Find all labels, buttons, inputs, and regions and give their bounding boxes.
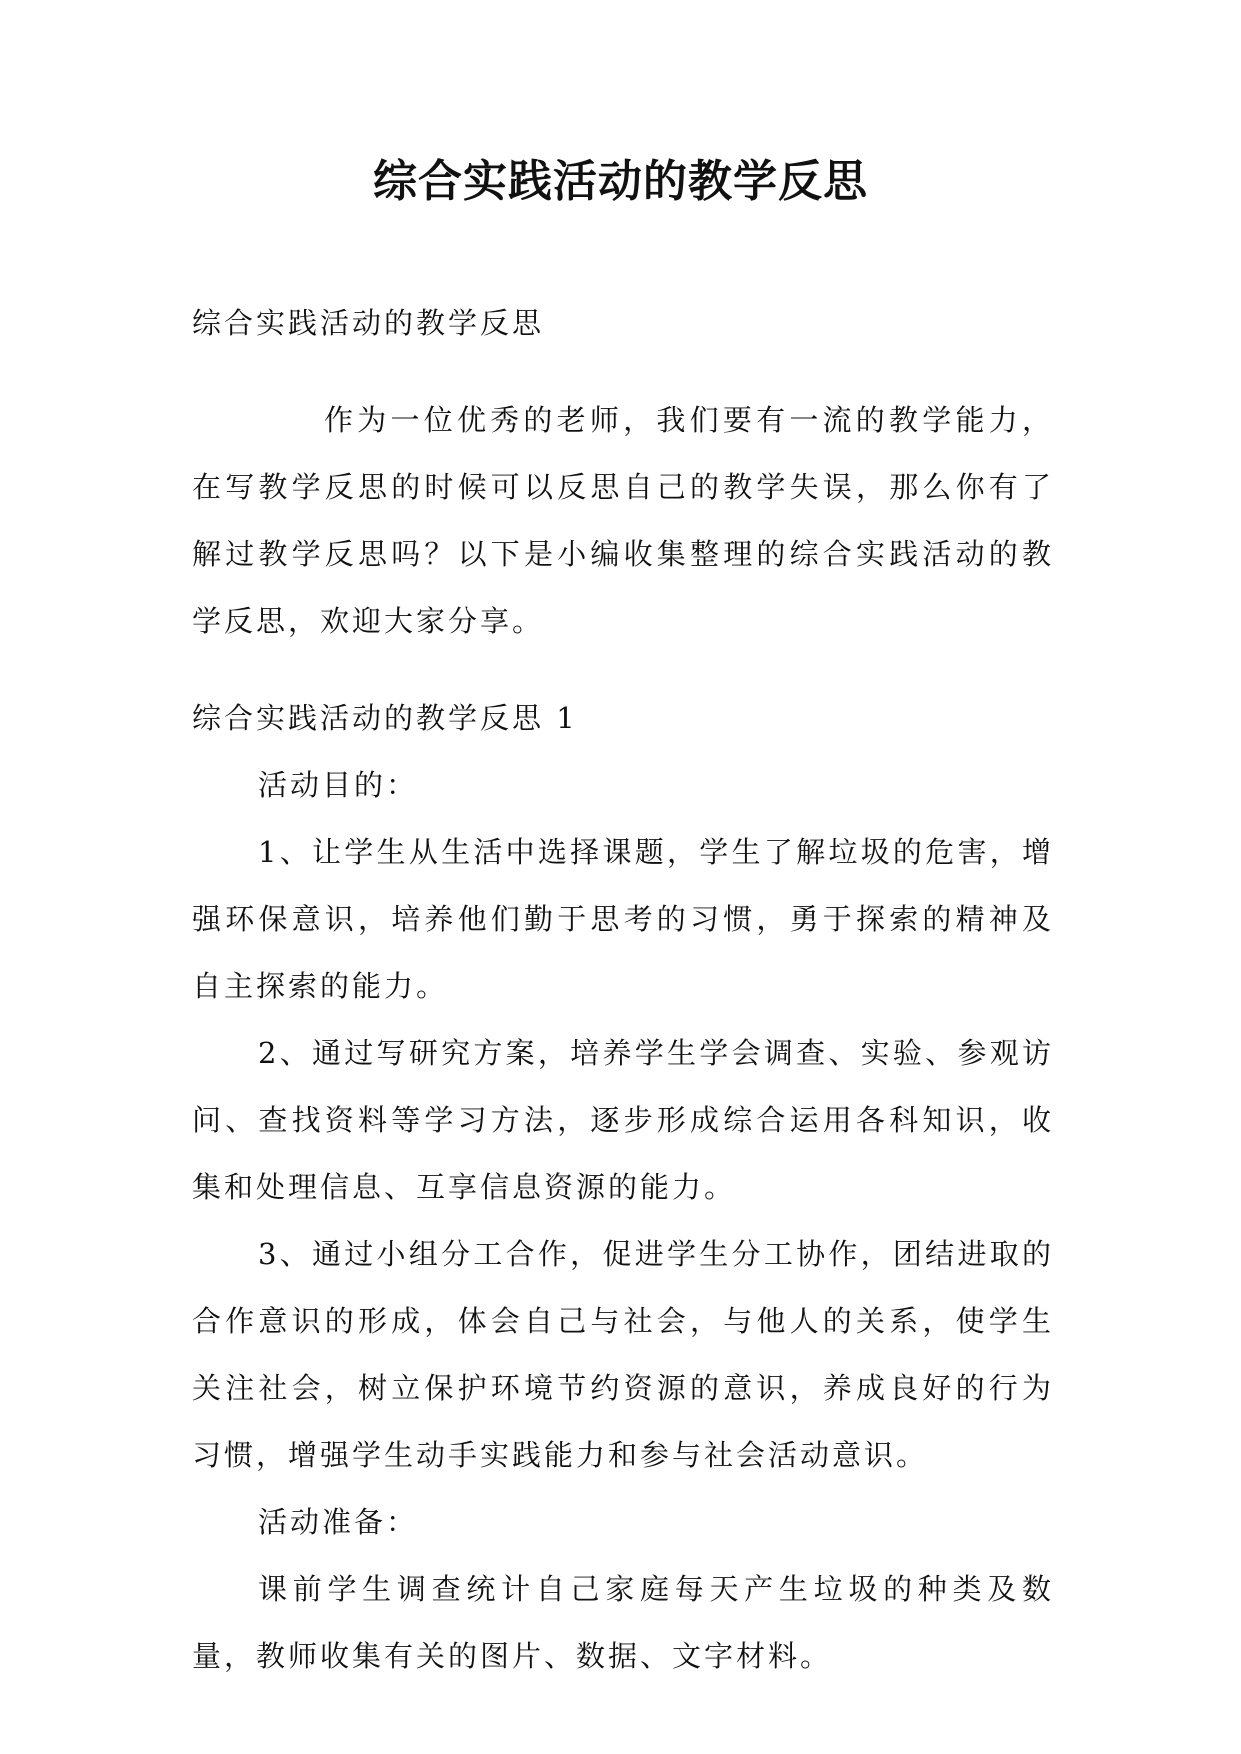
goal-item-2: 2、通过写研究方案，培养学生学会调查、实验、参观访问、查找资料等学习方法，逐步形成综合运用各科知识，收集和处理信息、互享信息资源的能力。 bbox=[192, 1036, 1054, 1204]
intro-paragraph: 作为一位优秀的老师，我们要有一流的教学能力，在写教学反思的时候可以反思自己的教学失误，那么你有了解过教学反思吗？以下是小编收集整理的综合实践活动的教学反思，欢迎大家分享。 bbox=[192, 403, 1054, 638]
document-title: 综合实践活动的教学反思 bbox=[373, 156, 868, 207]
goal-item-3: 3、通过小组分工合作，促进学生分工协作，团结进取的合作意识的形成，体会自己与社会，与他人的关系，使学生关注社会，树立保护环境节约资源的意识，养成良好的行为习惯，增强学生动手实践能力和参与社会活动意识。 bbox=[192, 1237, 1054, 1472]
document-subtitle: 综合实践活动的教学反思 bbox=[192, 306, 545, 340]
document-body bbox=[192, 290, 1054, 1690]
section-heading: 综合实践活动的教学反思 1 bbox=[192, 701, 578, 735]
goal-item-1: 1、让学生从生活中选择课题，学生了解垃圾的危害，增强环保意识，培养他们勤于思考的习惯，勇于探索的精神及自主探索的能力。 bbox=[192, 835, 1054, 1003]
prep-paragraph: 课前学生调查统计自己家庭每天产生垃圾的种类及数量，教师收集有关的图片、数据、文字材料。 bbox=[192, 1572, 1054, 1673]
goal-label: 活动目的： bbox=[258, 768, 419, 802]
prep-label: 活动准备： bbox=[258, 1505, 419, 1539]
